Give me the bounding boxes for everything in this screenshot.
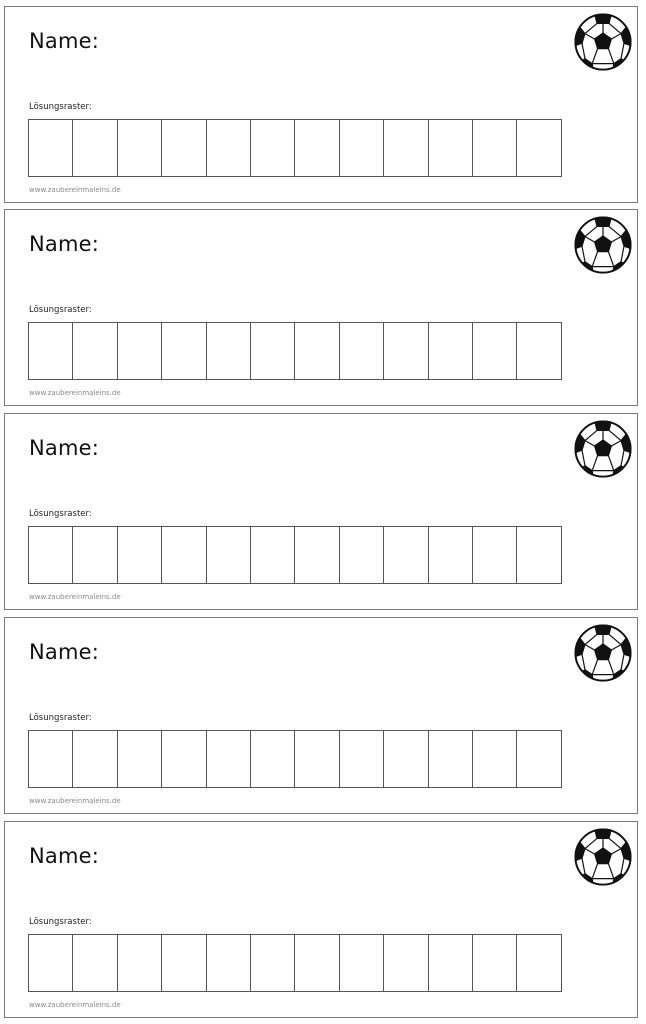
solution-grid-cell[interactable] <box>207 935 251 991</box>
solution-grid-cell[interactable] <box>429 731 473 787</box>
solution-grid-cell[interactable] <box>73 323 117 379</box>
solution-grid-cell[interactable] <box>384 731 428 787</box>
solution-grid-cell[interactable] <box>517 323 561 379</box>
solution-grid-cell[interactable] <box>118 731 162 787</box>
soccer-ball-icon <box>573 419 633 479</box>
solution-grid-cell[interactable] <box>429 120 473 176</box>
solution-grid-cell[interactable] <box>340 527 384 583</box>
soccer-ball-icon <box>573 12 633 72</box>
solution-grid-label: Lösungsraster: <box>29 102 92 112</box>
solution-grid-cell[interactable] <box>384 935 428 991</box>
name-label: Name: <box>29 29 100 53</box>
solution-grid-cell[interactable] <box>118 527 162 583</box>
solution-grid-cell[interactable] <box>29 935 73 991</box>
soccer-ball-icon <box>573 215 633 275</box>
solution-grid-cell[interactable] <box>207 731 251 787</box>
solution-grid <box>28 526 562 584</box>
soccer-ball-icon <box>573 623 633 683</box>
solution-grid-cell[interactable] <box>517 935 561 991</box>
solution-grid-cell[interactable] <box>295 527 339 583</box>
solution-grid-cell[interactable] <box>162 935 206 991</box>
website-footer: www.zaubereinmaleins.de <box>29 389 121 397</box>
solution-grid-cell[interactable] <box>251 527 295 583</box>
solution-grid-cell[interactable] <box>340 120 384 176</box>
solution-grid-cell[interactable] <box>162 731 206 787</box>
solution-grid-cell[interactable] <box>73 731 117 787</box>
solution-grid-cell[interactable] <box>384 120 428 176</box>
solution-grid-cell[interactable] <box>73 527 117 583</box>
worksheet-card <box>4 413 638 610</box>
solution-grid-label: Lösungsraster: <box>29 509 92 519</box>
solution-grid-cell[interactable] <box>207 527 251 583</box>
solution-grid-cell[interactable] <box>29 323 73 379</box>
solution-grid-cell[interactable] <box>340 935 384 991</box>
solution-grid-cell[interactable] <box>295 935 339 991</box>
solution-grid-cell[interactable] <box>429 935 473 991</box>
solution-grid-cell[interactable] <box>251 323 295 379</box>
solution-grid <box>28 322 562 380</box>
solution-grid-cell[interactable] <box>29 120 73 176</box>
solution-grid-cell[interactable] <box>73 120 117 176</box>
solution-grid-cell[interactable] <box>295 120 339 176</box>
solution-grid-cell[interactable] <box>340 731 384 787</box>
name-label: Name: <box>29 232 100 256</box>
solution-grid-cell[interactable] <box>473 935 517 991</box>
solution-grid-cell[interactable] <box>118 935 162 991</box>
solution-grid-cell[interactable] <box>29 731 73 787</box>
solution-grid <box>28 119 562 177</box>
website-footer: www.zaubereinmaleins.de <box>29 1001 121 1009</box>
website-footer: www.zaubereinmaleins.de <box>29 797 121 805</box>
solution-grid-cell[interactable] <box>473 120 517 176</box>
name-label: Name: <box>29 640 100 664</box>
solution-grid-cell[interactable] <box>429 323 473 379</box>
solution-grid-cell[interactable] <box>340 323 384 379</box>
solution-grid-cell[interactable] <box>207 120 251 176</box>
solution-grid-cell[interactable] <box>251 731 295 787</box>
solution-grid-cell[interactable] <box>162 120 206 176</box>
worksheet-card <box>4 209 638 406</box>
solution-grid-cell[interactable] <box>73 935 117 991</box>
worksheet-card <box>4 6 638 203</box>
solution-grid-cell[interactable] <box>384 323 428 379</box>
solution-grid-cell[interactable] <box>207 323 251 379</box>
solution-grid-cell[interactable] <box>384 527 428 583</box>
solution-grid <box>28 730 562 788</box>
website-footer: www.zaubereinmaleins.de <box>29 593 121 601</box>
worksheet-card <box>4 821 638 1018</box>
solution-grid-cell[interactable] <box>295 323 339 379</box>
solution-grid <box>28 934 562 992</box>
solution-grid-cell[interactable] <box>473 731 517 787</box>
solution-grid-cell[interactable] <box>473 527 517 583</box>
solution-grid-cell[interactable] <box>473 323 517 379</box>
solution-grid-cell[interactable] <box>517 731 561 787</box>
name-label: Name: <box>29 436 100 460</box>
worksheet-card <box>4 617 638 814</box>
solution-grid-cell[interactable] <box>118 120 162 176</box>
solution-grid-cell[interactable] <box>517 527 561 583</box>
solution-grid-label: Lösungsraster: <box>29 917 92 927</box>
solution-grid-cell[interactable] <box>517 120 561 176</box>
solution-grid-cell[interactable] <box>29 527 73 583</box>
solution-grid-label: Lösungsraster: <box>29 713 92 723</box>
solution-grid-cell[interactable] <box>162 527 206 583</box>
solution-grid-cell[interactable] <box>429 527 473 583</box>
solution-grid-label: Lösungsraster: <box>29 305 92 315</box>
solution-grid-cell[interactable] <box>118 323 162 379</box>
soccer-ball-icon <box>573 827 633 887</box>
solution-grid-cell[interactable] <box>162 323 206 379</box>
solution-grid-cell[interactable] <box>251 120 295 176</box>
solution-grid-cell[interactable] <box>295 731 339 787</box>
website-footer: www.zaubereinmaleins.de <box>29 186 121 194</box>
solution-grid-cell[interactable] <box>251 935 295 991</box>
name-label: Name: <box>29 844 100 868</box>
